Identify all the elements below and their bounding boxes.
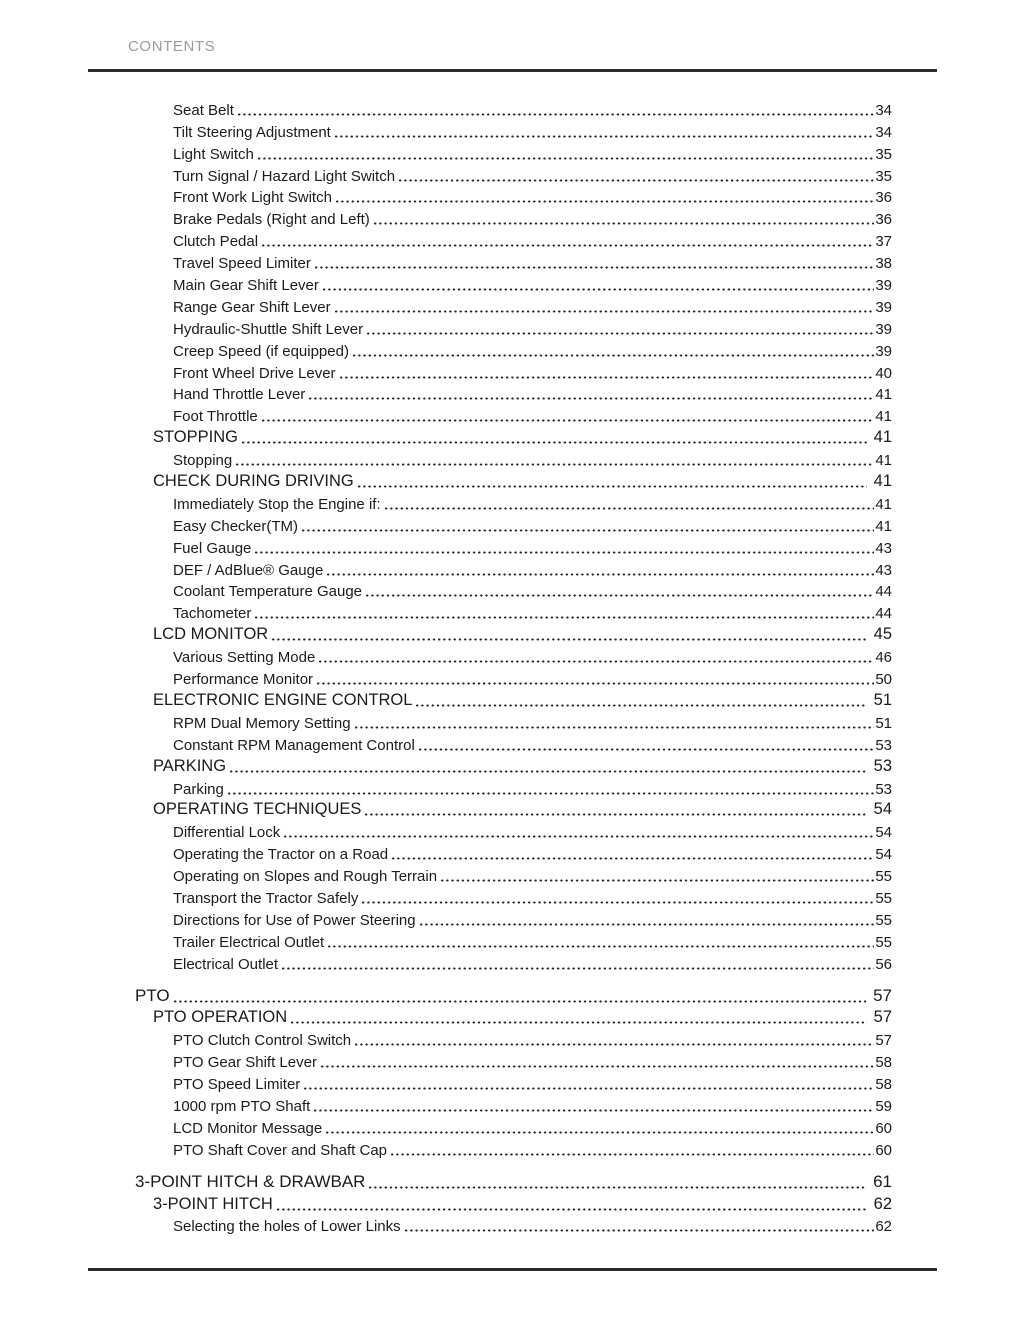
toc-entry [88,688,892,710]
toc-entry-page: 59 [875,1097,892,1115]
dot-leader [366,594,874,597]
dot-leader [391,1153,874,1156]
toc-entry-page: 62 [875,1218,892,1236]
dot-leader [304,1087,874,1090]
dot-leader [309,397,874,400]
toc-entry-label: Seat Belt [173,101,234,119]
dot-leader [416,704,866,707]
dot-leader [255,616,874,619]
dot-leader [255,551,874,554]
dot-leader [291,1021,866,1024]
toc-entry [88,228,892,250]
toc-entry-label: Performance Monitor [173,671,314,689]
toc-entry [88,535,892,557]
toc-entry [88,513,892,535]
toc-entry-page: 54 [875,824,892,842]
toc-entry [88,754,892,776]
toc-entry-label: Parking [173,780,224,798]
toc-entry [88,403,892,425]
dot-leader [327,573,874,576]
toc-entry [88,1137,892,1159]
toc-entry [88,710,892,732]
dot-leader [340,376,875,379]
toc-entry-page: 38 [875,255,892,273]
toc-entry [88,732,892,754]
toc-entry [88,819,892,841]
toc-entry-label: Immediately Stop the Engine if: [173,495,381,513]
toc-entry-label: Constant RPM Management Control [173,736,415,754]
toc-entry-page: 37 [875,233,892,251]
toc-entry-page: 51 [873,690,892,709]
toc-entry [88,841,892,863]
dot-leader [353,354,874,357]
toc-entry-label: PTO Speed Limiter [173,1076,301,1094]
toc-entry-label: Hydraulic-Shuttle Shift Lever [173,320,364,338]
toc-entry-label: Turn Signal / Hazard Light Switch [173,167,396,185]
toc-entry-page: 41 [875,495,892,513]
toc-entry-page: 41 [875,386,892,404]
toc-entry [88,425,892,447]
toc-entry-page: 41 [875,517,892,535]
toc-entry-label: DEF / AdBlue® Gauge [173,561,324,579]
toc-entry-label: OPERATING TECHNIQUES [153,800,362,819]
toc-entry-page: 55 [875,933,892,951]
toc-entry-label: Stopping [173,452,233,470]
dot-leader [328,945,874,948]
toc-entry [88,644,892,666]
toc-entry-label: Differential Lock [173,824,281,842]
toc-entry-page: 43 [875,561,892,579]
toc-entry-page: 60 [875,1119,892,1137]
dot-leader [355,726,875,729]
toc-entry-label: STOPPING [153,428,238,447]
dot-leader [405,1229,875,1232]
toc-entry-page: 62 [873,1194,892,1213]
dot-leader [284,835,874,838]
toc-entry-label: Trailer Electrical Outlet [173,933,325,951]
dot-leader [174,1000,866,1003]
toc-entry-label: 3-POINT HITCH [153,1194,273,1213]
toc-entry-page: 39 [875,320,892,338]
dot-leader [374,222,875,225]
dot-leader [323,288,874,291]
toc-entry-label: Travel Speed Limiter [173,255,311,273]
header-rule [88,69,937,72]
toc-entry-label: Clutch Pedal [173,233,259,251]
toc-entry [88,622,892,644]
dot-leader [230,770,867,773]
dot-leader [262,419,875,422]
toc-entry [88,272,892,294]
toc-entry [88,600,892,622]
toc-entry-label: Front Work Light Switch [173,189,332,207]
dot-leader [302,529,874,532]
toc-entry [88,1006,892,1028]
toc-entry [88,907,892,929]
dot-leader [314,1109,874,1112]
toc-entry [88,119,892,141]
toc-entry [88,863,892,885]
dot-leader [441,879,874,882]
toc-entry-page: 39 [875,277,892,295]
toc-entry-label: CHECK DURING DRIVING [153,472,354,491]
dot-leader [392,857,874,860]
toc-entry [88,206,892,228]
dot-leader [242,441,867,444]
toc-entry [88,984,892,1006]
toc-entry-page: 53 [875,780,892,798]
toc-entry-page: 61 [873,1171,892,1191]
toc-entry [88,1192,892,1214]
toc-entry [88,776,892,798]
toc-entry [88,447,892,469]
toc-entry-page: 56 [875,955,892,973]
dot-leader [228,792,874,795]
toc-entry-label: Operating on Slopes and Rough Terrain [173,868,438,886]
toc-entry [88,1170,892,1192]
footer-rule [88,1268,937,1271]
dot-leader [362,901,874,904]
dot-leader [369,1186,866,1189]
toc-entry [88,1071,892,1093]
toc-entry [88,316,892,338]
toc-entry [88,929,892,951]
toc-entry [88,97,892,119]
dot-leader [319,660,874,663]
toc-entry-label: Transport the Tractor Safely [173,889,359,907]
toc-entry-page: 40 [875,364,892,382]
toc-entry-label: Selecting the holes of Lower Links [173,1218,401,1236]
dot-leader [277,1208,867,1211]
dot-leader [399,179,874,182]
toc-entry [88,294,892,316]
toc-entry-label: Coolant Temperature Gauge [173,583,363,601]
toc-entry-label: Operating the Tractor on a Road [173,846,389,864]
dot-leader [365,813,866,816]
toc-entry-label: Main Gear Shift Lever [173,277,319,295]
toc-entry-page: 55 [875,889,892,907]
toc-entry-page: 54 [875,846,892,864]
dot-leader [236,463,874,466]
toc-entry [88,885,892,907]
toc-entry-label: PARKING [153,756,227,775]
toc-entry-page: 44 [875,583,892,601]
toc-entry [88,579,892,601]
toc-list [88,97,937,1235]
toc-entry-label: Tilt Steering Adjustment [173,123,331,141]
toc-entry-page: 51 [875,714,892,732]
dot-leader [258,157,874,160]
toc-entry-label: LCD Monitor Message [173,1119,323,1137]
toc-entry-page: 55 [875,911,892,929]
toc-entry-page: 43 [875,539,892,557]
toc-entry-label: Various Setting Mode [173,649,316,667]
toc-entry-label: Light Switch [173,145,254,163]
toc-entry [88,491,892,513]
toc-entry-page: 45 [873,625,892,644]
toc-entry-label: PTO [135,985,170,1005]
toc-entry [88,1049,892,1071]
toc-entry [88,1115,892,1137]
toc-entry-label: PTO Gear Shift Lever [173,1054,317,1072]
toc-entry-page: 39 [875,342,892,360]
toc-entry-label: PTO Shaft Cover and Shaft Cap [173,1141,388,1159]
dot-leader [419,748,875,751]
toc-entry-page: 41 [873,472,892,491]
toc-entry-label: RPM Dual Memory Setting [173,714,351,732]
toc-entry-label: Range Gear Shift Lever [173,298,331,316]
toc-entry-label: ELECTRONIC ENGINE CONTROL [153,690,413,709]
dot-leader [335,310,875,313]
toc-entry [88,951,892,973]
toc-entry-page: 44 [875,605,892,623]
toc-entry-page: 35 [875,145,892,163]
toc-entry-label: LCD MONITOR [153,625,269,644]
toc-entry [88,250,892,272]
toc-entry [88,1214,892,1236]
dot-leader [385,507,875,510]
toc-entry-page: 53 [873,756,892,775]
toc-entry-page: 50 [875,671,892,689]
page-header-title: CONTENTS [128,38,216,55]
dot-leader [238,113,874,116]
toc-entry-page: 36 [875,189,892,207]
toc-entry [88,185,892,207]
toc-entry-page: 41 [875,408,892,426]
toc-entry-page: 58 [875,1054,892,1072]
toc-entry-label: 3-POINT HITCH & DRAWBAR [135,1171,366,1191]
toc-entry-label: Electrical Outlet [173,955,279,973]
toc-entry-page: 55 [875,868,892,886]
toc-entry-label: 1000 rpm PTO Shaft [173,1097,311,1115]
dot-leader [282,967,874,970]
toc-entry-page: 58 [875,1076,892,1094]
toc-entry-label: Easy Checker(TM) [173,517,299,535]
toc-entry-page: 39 [875,298,892,316]
toc-entry-page: 35 [875,167,892,185]
toc-entry-page: 54 [873,800,892,819]
toc-entry [88,382,892,404]
toc-entry-label: Directions for Use of Power Steering [173,911,416,929]
dot-leader [326,1131,874,1134]
toc-entry-page: 57 [873,1008,892,1027]
toc-entry-label: Creep Speed (if equipped) [173,342,349,360]
toc-entry-page: 57 [875,1032,892,1050]
toc-entry-page: 34 [875,123,892,141]
toc-entry-page: 53 [875,736,892,754]
toc-entry-page: 60 [875,1141,892,1159]
dot-leader [335,135,874,138]
toc-entry [88,1027,892,1049]
toc-entry-page: 41 [873,428,892,447]
toc-entry-label: PTO Clutch Control Switch [173,1032,352,1050]
toc-entry [88,338,892,360]
toc-entry [88,1093,892,1115]
dot-leader [321,1065,874,1068]
toc-entry-label: PTO OPERATION [153,1008,288,1027]
toc-entry [88,141,892,163]
toc-entry-label: Fuel Gauge [173,539,252,557]
toc-entry-label: Brake Pedals (Right and Left) [173,211,370,229]
toc-entry [88,798,892,820]
dot-leader [358,485,867,488]
dot-leader [367,332,874,335]
toc-entry-page: 57 [873,985,892,1005]
toc-entry-page: 36 [875,211,892,229]
toc-entry-label: Hand Throttle Lever [173,386,306,404]
toc-entry-label: Tachometer [173,605,252,623]
toc-entry-label: Foot Throttle [173,408,258,426]
dot-leader [336,200,874,203]
dot-leader [272,638,866,641]
toc-entry [88,360,892,382]
toc-entry-page: 46 [875,649,892,667]
dot-leader [420,923,875,926]
dot-leader [355,1043,874,1046]
toc-entry [88,557,892,579]
toc-entry [88,163,892,185]
toc-entry-label: Front Wheel Drive Lever [173,364,336,382]
dot-leader [317,682,874,685]
toc-entry-page: 41 [875,452,892,470]
dot-leader [262,244,874,247]
toc-entry-page: 34 [875,101,892,119]
toc-entry [88,469,892,491]
dot-leader [315,266,874,269]
toc-entry [88,666,892,688]
